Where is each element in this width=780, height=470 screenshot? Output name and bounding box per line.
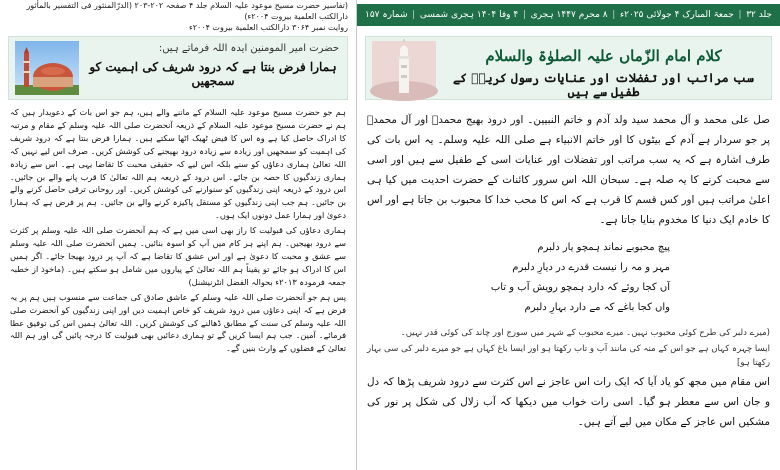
poem-translation-continued: ایسا چہرہ کہاں ہے جو اس کے منہ کی مانند آب و تاب رکھتا ہو اور ایسا باغ کہاں ہے جو میرے دلبر کی سی بہار رکھتا ہو] (367, 344, 770, 368)
mosque-domes-image (15, 41, 79, 95)
reference-line-2: روایت نمبر ۳۰۶۴ دارالکتب العلمیة بیروت ۲۰۰۴ء (188, 23, 348, 32)
white-minaret-image (372, 41, 436, 95)
left-paragraph-3: پس ہم جو آنحضرت صلی اللہ علیہ وسلم کے عاشق صادق کی جماعت سے منسوب ہیں ہم پر یہ فرض ہے کہ اپنی دعاؤں میں درود شریف کو خاص اہمیت دیں اور اپنی زندگیوں کو آنحضرت صلی اللہ علیہ وسلم کی سنت کے مطابق ڈھالنے کی کوشش کریں۔ اللہ تعالیٰ ہمیں اس کی توفیق عطا فرمائے۔ آمین۔ جب ہم ایسا کریں گے تو ہماری دعائیں بھی قبولیت کا درجہ پائیں گی اور ہم اللہ تعالیٰ کے فضلوں کے وارث بنیں گے۔ (10, 291, 346, 354)
left-article-header (8, 36, 348, 100)
hijri-shamsi-date: ۴ وفا ۱۴۰۴ ہجری شمسی (419, 10, 519, 20)
band-separator: | (612, 10, 616, 20)
top-reference-note (0, 0, 356, 32)
right-header-subtitle: سب مراتب اور تفضلات اور عنایات رسول کریمؐ کے طفیل سے ہیں (453, 71, 754, 99)
gregorian-date: جمعۃ المبارک ۴ جولائی ۲۰۲۵ء (619, 10, 734, 20)
poem-line: پیچ محبوبے نماند ہمچو یار دلبرم (537, 242, 670, 253)
left-header-subtitle: حضرت امیر المومنین ایدہ اللہ فرماتے ہیں: (158, 43, 339, 54)
poem-line: مہر و مہ را نیست قدرے در دیارِ دلبرم (512, 262, 670, 273)
poem-line: آں کجا روئے کہ دارد ہمچو رویش آب و تاب (490, 282, 670, 293)
left-header-title: ہمارا فرض بنتا ہے کہ درود شریف کی اہمیت کو سمجھیں (89, 60, 337, 88)
band-separator: | (522, 10, 526, 20)
issue-info-band (357, 4, 780, 26)
left-column (0, 0, 357, 470)
left-header-text (87, 41, 339, 95)
left-paragraph-2: ہماری دعاؤں کی قبولیت کا راز بھی اسی میں ہے کہ ہم آنحضرت صلی اللہ علیہ وسلم پر کثرت سے درود بھیجیں۔ ہم اپنے ہر کام میں آپ کو اسوہ بنائیں۔ ہمیں آنحضرت صلی اللہ علیہ وسلم سے عشق و محبت کا دعویٰ ہے اور اس عشق کا تقاضا ہے کہ آپ پر درود بھیجا جائے۔ اگر ہمیں اس کا ادراک ہو جائے تو یقیناً ہم اللہ تعالیٰ کے پیاروں میں شامل ہو سکتے ہیں۔ (ماخوذ از خطبہ جمعہ فرمودہ ۲۰۱۳ء بحوالہ الفضل انٹرنیشنل) (10, 225, 346, 287)
issue-number: شمارہ ۱۵۷ (365, 10, 408, 20)
volume-number: جلد ۳۲ (746, 10, 772, 20)
left-paragraph-1: ہم جو حضرت مسیح موعود علیہ السلام کے ماننے والے ہیں، ہم جو اس بات کے دعویدار ہیں کہ ہم نے حضرت مسیح موعود علیہ السلام کے ذریعہ آنحضرت صلی اللہ علیہ وسلم کے مقام و مرتبہ کا ادراک حاصل کیا ہے وہ اس کا فیض ٹھیک اٹھا سکتے ہیں۔ ہمارا فرض بنتا ہے کہ درود شریف کی اہمیت کو سمجھیں اور زیادہ سے زیادہ درود بھیجنے کی کوشش کریں۔ صرف اس لیے نہیں کہ اللہ تعالیٰ ہماری دعاؤں کو سنے بلکہ اس لیے کہ حقیقی محبت کا تقاضا یہی ہے۔ اس سے زیادہ ہماری زندگیوں کا حصہ بن جائے۔ اس درود کے ذریعہ ہم اللہ تعالیٰ کا قرب پانے والے بن جائیں۔ اس درود کے ذریعہ اپنی زندگیوں کو سنوارنے کی کوشش کریں۔ اور روحانی ترقی حاصل کرنے والے بن جائیں۔ ہم جب اپنی زندگیوں کو مستقل پاکیزہ کرنے والے بن جائیں۔ ہم پر فرض ہے کہ ہمارا دعویٰ اور ہمارا عمل دونوں ایک ہوں۔ (10, 107, 346, 221)
band-separator: | (738, 10, 742, 20)
persian-poem (367, 238, 770, 318)
right-header-title: کلام امام الزّماں علیہ الصلوٰۃ والسلام (485, 47, 722, 65)
poem-line: واں کجا باغے کہ مے دارد بہارِ دلبرم (524, 302, 670, 313)
poem-translation: (میرے دلبر کی طرح کوئی محبوب نہیں۔ میرے محبوب کے شہر میں سورج اور چاند کی کوئی قدر نہیں۔ (400, 328, 770, 338)
hijri-date: ۸ محرم ۱۴۴۷ ہجری (530, 10, 608, 20)
left-article-body (10, 106, 346, 357)
right-column (357, 0, 780, 470)
right-closing-paragraph: اس مقام میں مجھ کو یاد آیا کہ ایک رات اس عاجز نے اس کثرت سے درود شریف پڑھا کہ دل و جان اس سے معطر ہو گیا۔ اسی رات خواب میں دیکھا کہ آب زلال کی شکل پر نور کی مشکیں اس عاجز کے مکان میں لیے آتے ہیں۔ (367, 376, 770, 428)
right-intro-paragraph: صل علی محمد و آل محمد سید ولد آدم و خاتم النبیین۔ اور درود بھیج محمدؐ اور آل محمدؐ پر جو سردار ہے آدم کے بیٹوں کا اور خاتم الانبیاء ہے صلی اللہ علیہ وسلم۔ یہ اس بات کی طرف اشارہ ہے کہ یہ سب مراتب اور تفضلات اور عنایات اسی کے طفیل سے ہیں اور اسی سے محبت کرنے کا یہ صلہ ہے۔ سبحان اللہ اس سرور کائنات کے حضرت احدیت میں کیا ہی اعلیٰ مراتب ہیں اور کس قسم کا قرب ہے کہ اس کا محب خدا کا محبوب بن جاتا ہے اور اس کا خادم ایک دنیا کا مخدوم بنایا جاتا ہے۔ (367, 114, 770, 226)
reference-line-1: (تفاسیر حضرت مسیح موعود علیہ السلام جلد ۴ صفحہ ۲۰۲-۲۰۳ (الدرّالمنثور فی التفسیر بالمأثور دارالکتب العلمیة بیروت ۲۰۰۴ء) (26, 1, 348, 21)
right-header-text (444, 41, 763, 99)
right-article-header (365, 36, 772, 100)
right-article-body (367, 110, 770, 434)
band-separator: | (412, 10, 416, 20)
